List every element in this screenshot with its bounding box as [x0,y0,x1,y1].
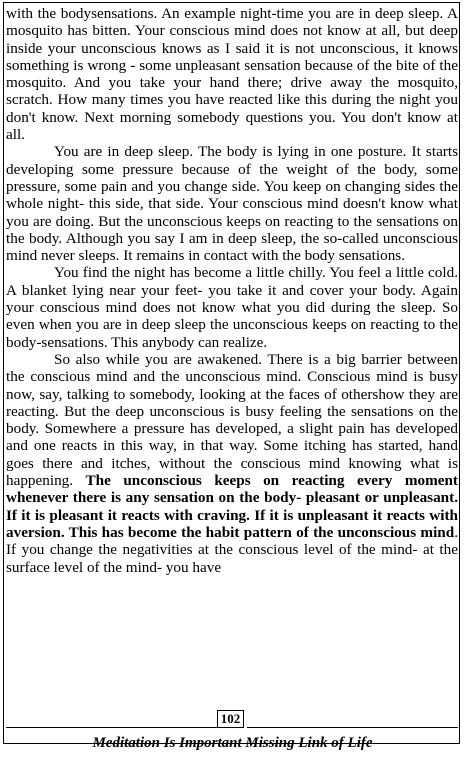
paragraph-4 [6,351,458,576]
paragraph-2: You are in deep sleep. The body is lying in one posture. It starts developing some pressure because of the weight of the body, some pressure, some pain and you change side. You keep on changing sides the whole night- this side, that side. Your conscious mind doesn't know what you are doing. But the unconscious keeps on reacting to the sensations on the body. Although you say I am in deep sleep, the so-called unconscious mind never sleeps. It remains in contact with the body sensations. [6,143,458,265]
body-text [6,5,458,576]
page-number: 102 [217,710,244,728]
paragraph-4-text-before-bold: So also while you are awakened. There is a big barrier between the conscious mind and the unconscious mind. Conscious mind is busy now, say, talking to somebody, looking at the faces of othershow they are reacting. But the deep unconscious is busy feeling the sensations on the body. Somewhere a pressure has developed, a slight pain has developed and one reacts in this way, in that way. Some itching has started, hand goes there and itches, without the conscious mind knowing what is happening. [6,350,458,490]
footer-rule-left [6,727,217,728]
paragraph-1: with the bodysensations. An example night-time you are in deep sleep. A mosquito has bitten. Your conscious mind does not know at all, but deep inside your unconscious knows as I said it is not unconscious, it knows something is wrong - some unpleasant sensation because of the bite of the mosquito. And you take your hand there; drive away the mosquito, scratch. How many times you have reacted like this during the night you don't know. Next morning somebody questions you. You don't know at all. [6,5,458,144]
paragraph-4-text-after-bold: . If you change the negativities at the conscious level of the mind- at the surface level of the mind- you have [6,523,458,576]
paragraph-4-bold-text: The unconscious keeps on reacting every moment whenever there is any sensation on the body- pleasant or unpleasant. If it is pleasant it reacts with craving. If it is unpleasant it reacts with aversion. This has become the habit pattern of the unconscious mind [6,472,458,541]
book-title-footer: Meditation Is Important Missing Link of Life [92,735,373,751]
footer-rule-right [247,727,458,728]
paragraph-3: You find the night has become a little chilly. You feel a little cold. A blanket lying near your feet- you take it and cover your body. Again your conscious mind does not know what you did during the sleep. So even when you are in deep sleep the unconscious keeps on reacting to the body-sensations. This anybody can realize. [6,264,458,351]
